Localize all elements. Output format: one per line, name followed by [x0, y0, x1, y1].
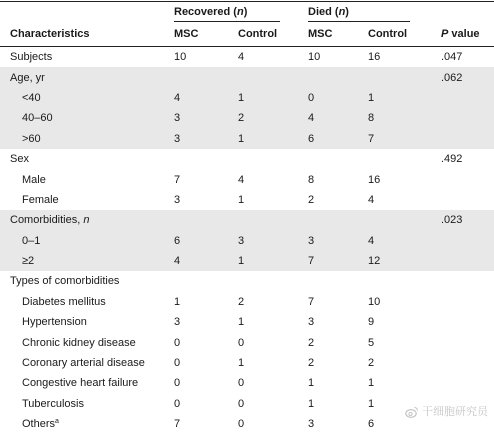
- cell-p-value: [441, 373, 494, 393]
- cell-recovered-control: 1: [238, 193, 245, 206]
- data-table: [0, 47, 494, 434]
- cell-died-control: 5: [368, 336, 375, 349]
- cell-p-value: .023: [441, 210, 494, 230]
- row-label: Age, yr: [0, 67, 174, 87]
- cell-died-control: [368, 149, 441, 169]
- cell-died-msc: 6: [308, 129, 368, 149]
- cell-recovered-control: 4: [238, 51, 245, 64]
- cell-p-value: [441, 251, 494, 271]
- cell-died-control: 16: [368, 51, 381, 64]
- cell-p-value: [441, 312, 494, 332]
- cell-p-value: [441, 231, 494, 251]
- cell-recovered-control: 2: [238, 295, 245, 308]
- row-label: Hypertension: [22, 316, 87, 329]
- row-label: Comorbidities, n: [0, 210, 174, 230]
- group-header-recovered: Recovered (n): [174, 6, 248, 18]
- cell-died-control: 7: [368, 129, 441, 149]
- cell-recovered-msc: 3: [174, 129, 238, 149]
- table-row: [0, 108, 494, 128]
- row-label: >60: [0, 129, 174, 149]
- cell-recovered-control: [238, 149, 308, 169]
- cell-died-control: 2: [368, 357, 375, 370]
- table-row: [0, 312, 494, 332]
- cell-p-value: [441, 292, 494, 312]
- column-header-characteristics: Characteristics: [10, 28, 90, 40]
- cell-died-control: 1: [368, 377, 375, 390]
- weibo-icon: [405, 405, 419, 419]
- cell-p-value: [441, 353, 494, 373]
- cell-recovered-control: 0: [238, 418, 245, 431]
- cell-recovered-msc: 0: [174, 357, 181, 370]
- cell-died-control: 9: [368, 316, 375, 329]
- cell-died-control: 6: [368, 418, 375, 431]
- cell-recovered-control: 1: [238, 357, 245, 370]
- cell-died-control: 1: [368, 88, 441, 108]
- cell-died-msc: 1: [308, 397, 315, 410]
- cell-recovered-msc: 3: [174, 108, 238, 128]
- row-label: Tuberculosis: [22, 397, 84, 410]
- cell-died-msc: 3: [308, 316, 315, 329]
- cell-died-msc: [308, 149, 368, 169]
- cell-died-msc: 0: [308, 88, 368, 108]
- cell-recovered-msc: [174, 210, 238, 230]
- cell-recovered-control: 3: [238, 231, 308, 251]
- cell-recovered-control: 4: [238, 173, 245, 186]
- table-row: [0, 47, 494, 67]
- cell-died-control: 8: [368, 108, 441, 128]
- cell-died-control: [368, 271, 441, 291]
- cell-recovered-control: 1: [238, 316, 245, 329]
- watermark-text: 干细胞研究员: [422, 406, 488, 418]
- cell-recovered-msc: 3: [174, 316, 181, 329]
- cell-p-value: [441, 129, 494, 149]
- cell-died-control: 1: [368, 397, 375, 410]
- cell-died-msc: [308, 67, 368, 87]
- row-label: 0–1: [0, 231, 174, 251]
- row-label: Chronic kidney disease: [22, 336, 136, 349]
- table-row: [0, 292, 494, 312]
- cell-p-value: .047: [441, 51, 463, 64]
- cell-recovered-control: 1: [238, 251, 308, 271]
- cell-died-control: 10: [368, 295, 381, 308]
- cell-died-msc: 7: [308, 251, 368, 271]
- cell-died-msc: 7: [308, 295, 315, 308]
- cell-recovered-msc: 0: [174, 377, 181, 390]
- cell-p-value: [441, 190, 494, 210]
- cell-died-control: 12: [368, 251, 441, 271]
- row-label: ≥2: [0, 251, 174, 271]
- cell-died-control: 4: [368, 231, 441, 251]
- cell-recovered-msc: [174, 149, 238, 169]
- cell-p-value: .492: [441, 153, 463, 166]
- cell-died-control: [368, 210, 441, 230]
- cell-recovered-msc: [174, 271, 238, 291]
- cell-died-msc: 1: [308, 377, 315, 390]
- cell-died-msc: 3: [308, 418, 315, 431]
- cell-recovered-control: 0: [238, 336, 245, 349]
- row-label: 40–60: [0, 108, 174, 128]
- cell-died-control: [368, 67, 441, 87]
- row-label: Diabetes mellitus: [22, 295, 106, 308]
- cell-recovered-msc: 4: [174, 88, 238, 108]
- cell-recovered-control: 2: [238, 108, 308, 128]
- table-row: [0, 353, 494, 373]
- group-header-died: Died (n): [308, 6, 349, 18]
- table-row: [0, 251, 494, 271]
- cell-recovered-control: 1: [238, 129, 308, 149]
- cell-died-msc: 2: [308, 336, 315, 349]
- row-label: Sex: [10, 153, 29, 166]
- row-label: Types of comorbidities: [10, 275, 120, 288]
- table-row: [0, 231, 494, 251]
- table-row: [0, 210, 494, 230]
- row-label: <40: [0, 88, 174, 108]
- cell-p-value: .062: [441, 67, 494, 87]
- group-rule-died: [308, 21, 410, 22]
- cell-recovered-control: [238, 210, 308, 230]
- cell-recovered-control: 0: [238, 397, 245, 410]
- cell-recovered-control: 1: [238, 88, 308, 108]
- cell-p-value: [441, 169, 494, 189]
- cell-recovered-msc: 3: [174, 193, 181, 206]
- cell-died-msc: 2: [308, 193, 315, 206]
- cell-died-msc: [308, 271, 368, 291]
- cell-recovered-msc: 4: [174, 251, 238, 271]
- cell-died-msc: 3: [308, 231, 368, 251]
- cell-recovered-msc: [174, 67, 238, 87]
- top-rule: [0, 1, 494, 2]
- cell-died-msc: 8: [308, 173, 315, 186]
- table-row: [0, 373, 494, 393]
- cell-p-value: [441, 271, 494, 291]
- column-header-died-msc: MSC: [308, 28, 333, 40]
- cell-p-value: [441, 88, 494, 108]
- group-rule-recovered: [174, 21, 280, 22]
- cell-recovered-msc: 0: [174, 397, 181, 410]
- column-header-recovered-control: Control: [238, 28, 278, 40]
- watermark: [405, 404, 488, 420]
- cell-recovered-msc: 7: [174, 173, 181, 186]
- row-label: Others$^a$: [22, 418, 59, 431]
- table-row: [0, 129, 494, 149]
- cell-recovered-msc: 10: [174, 51, 187, 64]
- column-header-died-control: Control: [368, 28, 408, 40]
- row-label: Female: [22, 193, 59, 206]
- table-row: [0, 169, 494, 189]
- table-row: [0, 88, 494, 108]
- cell-recovered-msc: 0: [174, 336, 181, 349]
- cell-died-msc: 2: [308, 357, 315, 370]
- row-label: Coronary arterial disease: [22, 357, 145, 370]
- cell-p-value: [441, 108, 494, 128]
- table-row: [0, 67, 494, 87]
- column-header-p-value: P value: [441, 28, 480, 40]
- cell-died-msc: 4: [308, 108, 368, 128]
- table-row: [0, 190, 494, 210]
- cell-recovered-control: [238, 271, 308, 291]
- cell-recovered-msc: 6: [174, 231, 238, 251]
- table-row: [0, 149, 494, 169]
- cell-recovered-control: 0: [238, 377, 245, 390]
- column-header-recovered-msc: MSC: [174, 28, 199, 40]
- cell-recovered-control: [238, 67, 308, 87]
- cell-died-msc: 10: [308, 51, 321, 64]
- table-row: [0, 332, 494, 352]
- table-row: [0, 271, 494, 291]
- cell-recovered-msc: 7: [174, 418, 181, 431]
- cell-died-control: 4: [368, 193, 375, 206]
- cell-died-msc: [308, 210, 368, 230]
- row-label: Subjects: [10, 51, 53, 64]
- row-label: Congestive heart failure: [22, 377, 139, 390]
- cell-p-value: [441, 332, 494, 352]
- cell-recovered-msc: 1: [174, 295, 181, 308]
- cell-died-control: 16: [368, 173, 381, 186]
- row-label: Male: [22, 173, 46, 186]
